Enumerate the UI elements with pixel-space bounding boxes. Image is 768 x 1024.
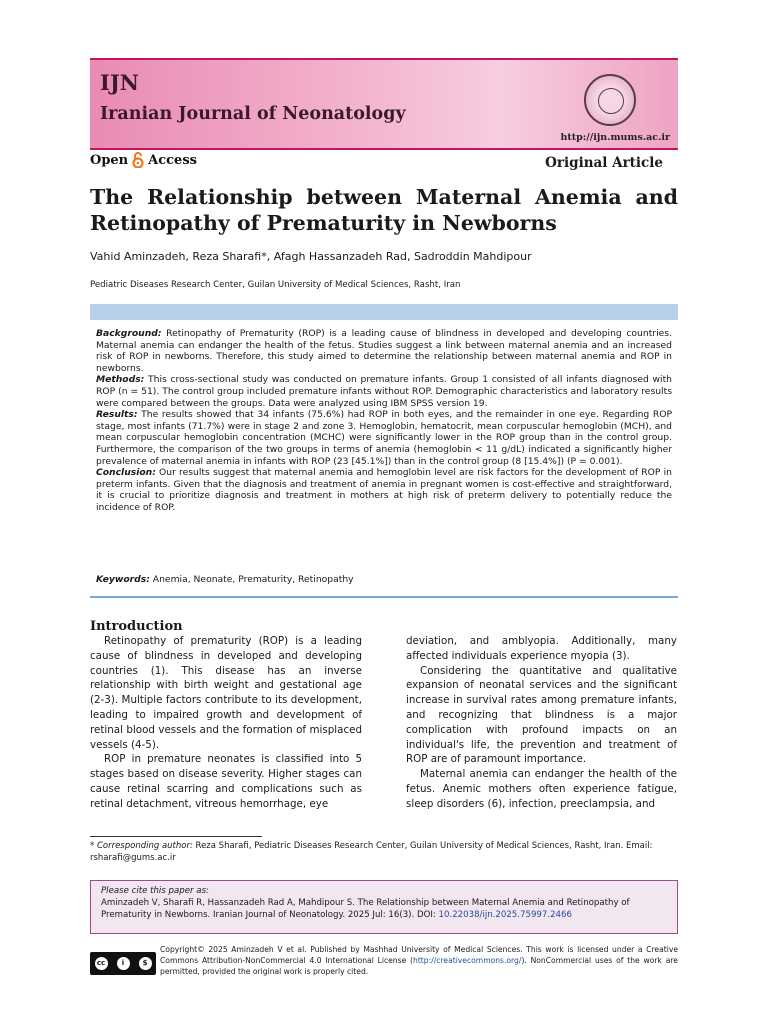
methods-text: This cross-sectional study was conducted on premature infants. Group 1 consisted of all infants diagnosed with ROP (n = 51). The control group included premature infants without ROP. Demographic characteristics and laboratory results were compared between the groups. Data were analyzed using IBM SPSS version 19. bbox=[96, 374, 672, 409]
doi-link[interactable]: 10.22038/ijn.2025.75997.2466 bbox=[438, 910, 572, 920]
footnote-rule bbox=[90, 836, 262, 837]
nc-glyph: $ bbox=[139, 957, 152, 970]
paragraph: deviation, and amblyopia. Additionally, many affected individuals experience myopia (3). bbox=[406, 635, 677, 662]
keywords-text: Anemia, Neonate, Prematurity, Retinopathy bbox=[149, 574, 354, 585]
results-text: The results showed that 34 infants (75.6%) had ROP in both eyes, and the remainder in one eye. Regarding ROP stage, most infants (71.7%) were in stage 2 and zone 3. Hemoglobin, hematocrit, mean corpuscular hemoglobin (MCH), and mean corpuscular hemoglobin concentration (MCHC) were significantly lower in the ROP group than in the control group. Furthermore, the comparison of the two groups in terms of anemia (hemoglobin < 11 g/dL) indicated a significantly higher prevalence of maternal anemia in infants with ROP (23 [45.1%]) than in the control group (8 [15.4%]) (P = 0.001). bbox=[96, 409, 672, 467]
author-list: Vahid Aminzadeh, Reza Sharafi*, Afagh Hassanzadeh Rad, Sadroddin Mahdipour bbox=[90, 250, 532, 263]
by-glyph: i bbox=[117, 957, 130, 970]
abstract bbox=[96, 328, 672, 514]
introduction-heading: Introduction bbox=[90, 619, 183, 634]
journal-url[interactable]: http://ijn.mums.ac.ir bbox=[560, 132, 670, 143]
paragraph: Retinopathy of prematurity (ROP) is a leading cause of blindness in developed and developing countries (1). This disease has an inverse relationship with birth weight and gestational age (2-3). Multiple factors contribute to its development, leading to impaired growth and development of retinal blood vessels and the formation of misplaced vessels (4-5). bbox=[90, 635, 362, 751]
affiliation: Pediatric Diseases Research Center, Guilan University of Medical Sciences, Rasht, Iran bbox=[90, 280, 461, 290]
journal-abbrev: IJN bbox=[100, 70, 139, 95]
conclusion-text: Our results suggest that maternal anemia and hemoglobin level are risk factors for the development of ROP in preterm infants. Given that the diagnosis and treatment of anemia in pregnant women is cost-effective and straightforward, it is crucial to prioritize diagnosis and treatment in mothers at high risk of preterm delivery to potentially reduce the incidence of ROP. bbox=[96, 467, 672, 513]
keywords-label: Keywords: bbox=[96, 574, 150, 585]
journal-banner bbox=[90, 58, 678, 150]
abstract-results bbox=[96, 409, 672, 467]
body-column-left bbox=[90, 634, 362, 812]
methods-label: Methods: bbox=[96, 374, 145, 386]
citation-heading: Please cite this paper as: bbox=[101, 886, 209, 896]
license-link[interactable]: http://creativecommons.org/ bbox=[413, 956, 522, 965]
university-seal-icon bbox=[584, 74, 636, 126]
abstract-methods bbox=[96, 374, 672, 409]
footnote-text: Reza Sharafi, Pediatric Diseases Research Center, Guilan University of Medical Sciences, Rasht, Iran. Email: rsharafi@gums.ac.ir bbox=[90, 841, 653, 863]
abstract-divider bbox=[90, 596, 678, 598]
paper-title: The Relationship between Maternal Anemia and Retinopathy of Prematurity in Newborns bbox=[90, 185, 678, 235]
background-label: Background: bbox=[96, 328, 162, 339]
citation-text: Aminzadeh V, Sharafi R, Hassanzadeh Rad A, Mahdipour S. The Relationship between Maternal Anemia and Retinopathy of Prematurity in Newborns. Iranian Journal of Neonatology. 2025 Jul: 16(3). DOI: bbox=[101, 898, 630, 920]
paragraph: Maternal anemia can endanger the health of the fetus. Anemic mothers often experience fatigue, sleep disorders (6), infection, preeclampsia, and bbox=[406, 768, 677, 810]
body-column-right bbox=[406, 634, 677, 812]
article-type: Original Article bbox=[545, 155, 663, 171]
paragraph: Considering the quantitative and qualitative expansion of neonatal services and the significant increase in survival rates among premature infants, and recognizing that blindness is a major complication with profound impacts on an individual's life, the prevention and treatment of ROP are of paramount importance. bbox=[406, 664, 677, 766]
copyright-text-end: ). NonCommercial uses of the work are permitted, provided the original work is properly cited. bbox=[160, 956, 678, 976]
corresponding-author-footnote bbox=[90, 841, 678, 864]
abstract-conclusion bbox=[96, 467, 672, 513]
footnote-label: * Corresponding author: bbox=[90, 841, 193, 851]
abstract-background bbox=[96, 328, 672, 374]
open-access-open: Open bbox=[90, 152, 129, 168]
background-text: Retinopathy of Prematurity (ROP) is a leading cause of blindness in developed and developing countries. Maternal anemia can endanger the health of the fetus. Studies suggest a link between maternal anemia and an increased risk of ROP in newborns. Therefore, this study aimed to determine the relationship between maternal anemia and ROP in newborns. bbox=[96, 328, 672, 374]
open-access-access: Access bbox=[148, 152, 197, 168]
copyright-text: Copyright© 2025 Aminzadeh V et al. Published by Mashhad University of Medical Sciences. This work is licensed under a Creative Commons Attribution-NonCommercial 4.0 International License ( bbox=[160, 945, 678, 965]
open-lock-icon bbox=[132, 152, 144, 168]
cc-by-nc-icon[interactable] bbox=[90, 952, 156, 975]
journal-name: Iranian Journal of Neonatology bbox=[100, 104, 406, 124]
conclusion-label: Conclusion: bbox=[96, 467, 156, 479]
keywords bbox=[96, 574, 354, 585]
open-access-label bbox=[90, 152, 197, 168]
citation-box bbox=[90, 880, 678, 934]
cc-glyph: cc bbox=[95, 957, 108, 970]
paragraph: ROP in premature neonates is classified into 5 stages based on disease severity. Higher stages can cause retinal scarring and complications such as retinal detachment, vitreous hemorrhage, eye bbox=[90, 753, 362, 810]
copyright-notice bbox=[160, 944, 678, 977]
abstract-header-bar bbox=[90, 304, 678, 320]
results-label: Results: bbox=[96, 409, 138, 421]
citation-body bbox=[101, 897, 667, 921]
